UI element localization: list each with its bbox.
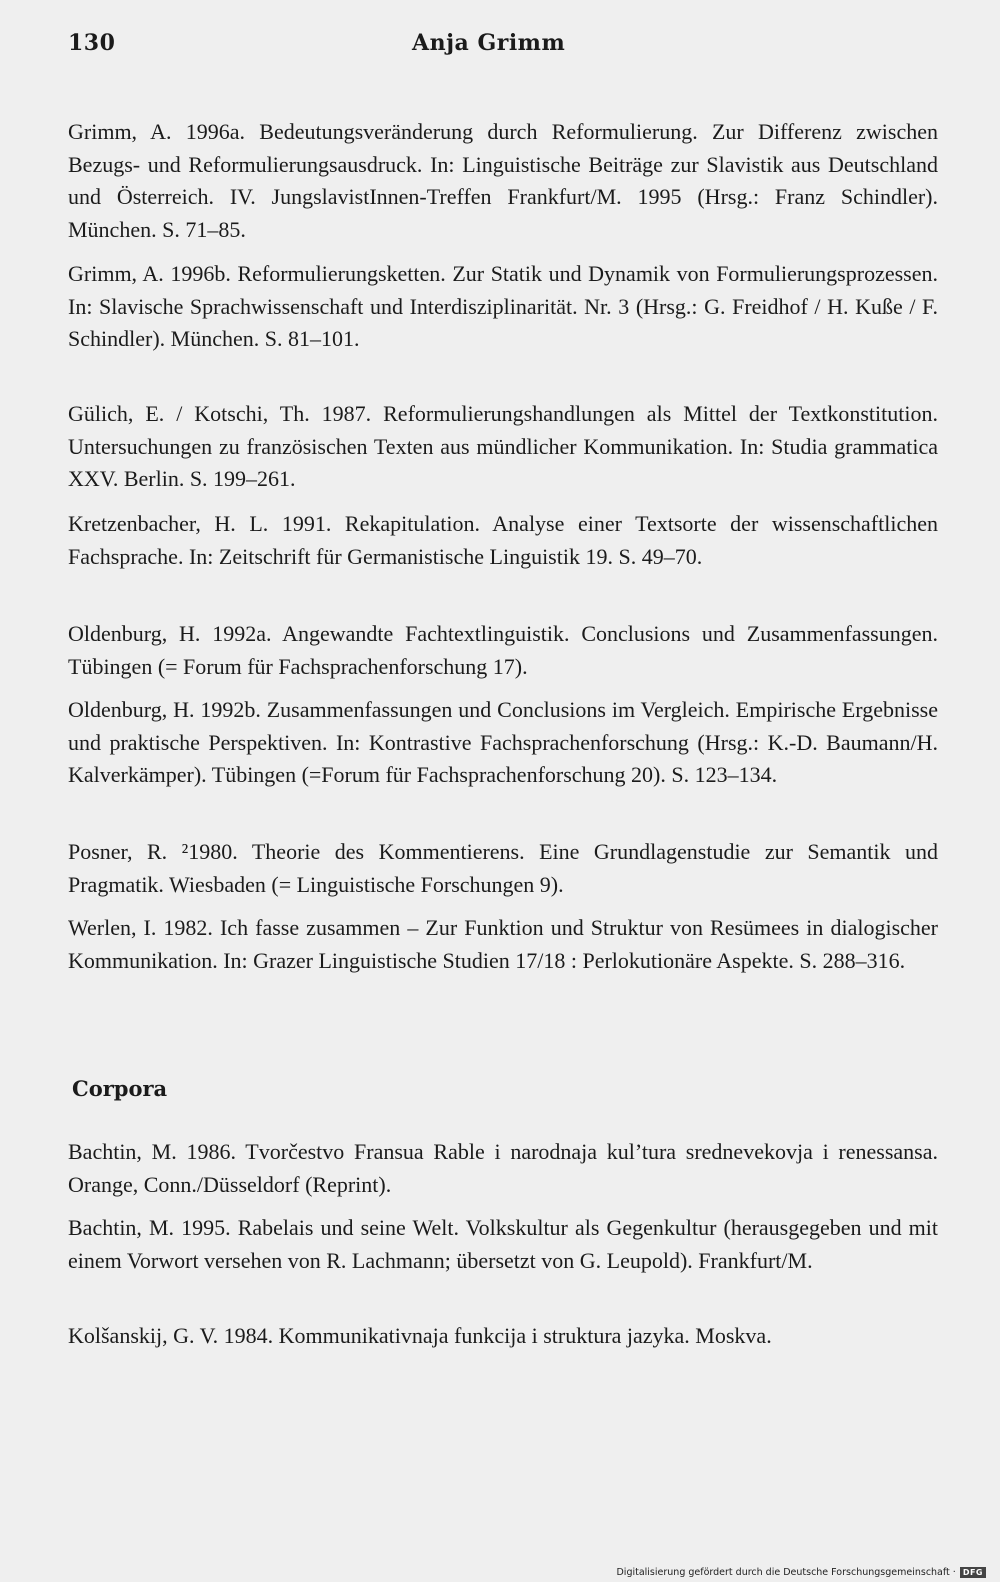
dfg-logo: DFG [960, 1567, 986, 1578]
reference-entry: Kretzenbacher, H. L. 1991. Rekapitulation. Analyse einer Textsorte der wissenschaftlichen Fachsprache. In: Zeitschrift für Germanistische Linguistik 19. S. 49–70. [68, 511, 938, 569]
footer-text: Digitalisierung gefördert durch die Deutsche Forschungsgemeinschaft · [616, 1567, 956, 1578]
reference-entry: Oldenburg, H. 1992b. Zusammenfassungen und Conclusions im Vergleich. Empirische Ergebnisse und praktische Perspektiven. In: Kontrastive Fachsprachenforschung (Hrsg.: K.-D. Baumann/H. Kalverkämper). Tübingen (=Forum für Fachsprachenforschung 20). S. 123–134. [68, 697, 938, 787]
reference-entry: Gülich, E. / Kotschi, Th. 1987. Reformulierungshandlungen als Mittel der Textkonstitution. Untersuchungen zu französischen Texten aus mündlicher Kommunikation. In: Studia grammatica XXV. Berlin. S. 199–261. [68, 401, 938, 491]
reference-entry: Posner, R. ²1980. Theorie des Kommentierens. Eine Grundlagenstudie zur Semantik und Pragmatik. Wiesbaden (= Linguistische Forschungen 9). [68, 839, 938, 897]
digitization-footer [616, 1567, 986, 1578]
corpus-entry: Bachtin, M. 1995. Rabelais und seine Welt. Volkskultur als Gegenkultur (herausgegeben und mit einem Vorwort versehen von R. Lachmann; übersetzt von G. Leupold). Frankfurt/M. [68, 1215, 938, 1273]
reference-entry: Werlen, I. 1982. Ich fasse zusammen – Zur Funktion und Struktur von Resümees in dialogischer Kommunikation. In: Grazer Linguistische Studien 17/18 : Perlokutionäre Aspekte. S. 288–316. [68, 915, 938, 973]
page-number: 130 [68, 30, 116, 56]
corpus-entry: Bachtin, M. 1986. Tvorčestvo Fransua Rable i narodnaja kul’tura srednevekovja i renessansa. Orange, Conn./Düsseldorf (Reprint). [68, 1139, 938, 1197]
reference-entry: Oldenburg, H. 1992a. Angewandte Fachtextlinguistik. Conclusions und Zusammenfassungen. Tübingen (= Forum für Fachsprachenforschung 17). [68, 621, 938, 679]
section-heading-corpora: Corpora [72, 1076, 168, 1101]
corpus-entry: Kolšanskij, G. V. 1984. Kommunikativnaja funkcija i struktura jazyka. Moskva. [68, 1323, 772, 1348]
reference-entry: Grimm, A. 1996a. Bedeutungsveränderung durch Reformulierung. Zur Differenz zwischen Bezugs- und Reformulierungsausdruck. In: Linguistische Beiträge zur Slavistik aus Deutschland und Österreich. IV. JungslavistInnen-Treffen Frankfurt/M. 1995 (Hrsg.: Franz Schindler). München. S. 71–85. [68, 119, 938, 242]
page-header [68, 30, 948, 66]
running-title: Anja Grimm [412, 30, 566, 56]
reference-entry: Grimm, A. 1996b. Reformulierungsketten. Zur Statik und Dynamik von Formulierungsprozessen. In: Slavische Sprachwissenschaft und Interdisziplinarität. Nr. 3 (Hrsg.: G. Freidhof / H. Kuße / F. Schindler). München. S. 81–101. [68, 261, 938, 351]
